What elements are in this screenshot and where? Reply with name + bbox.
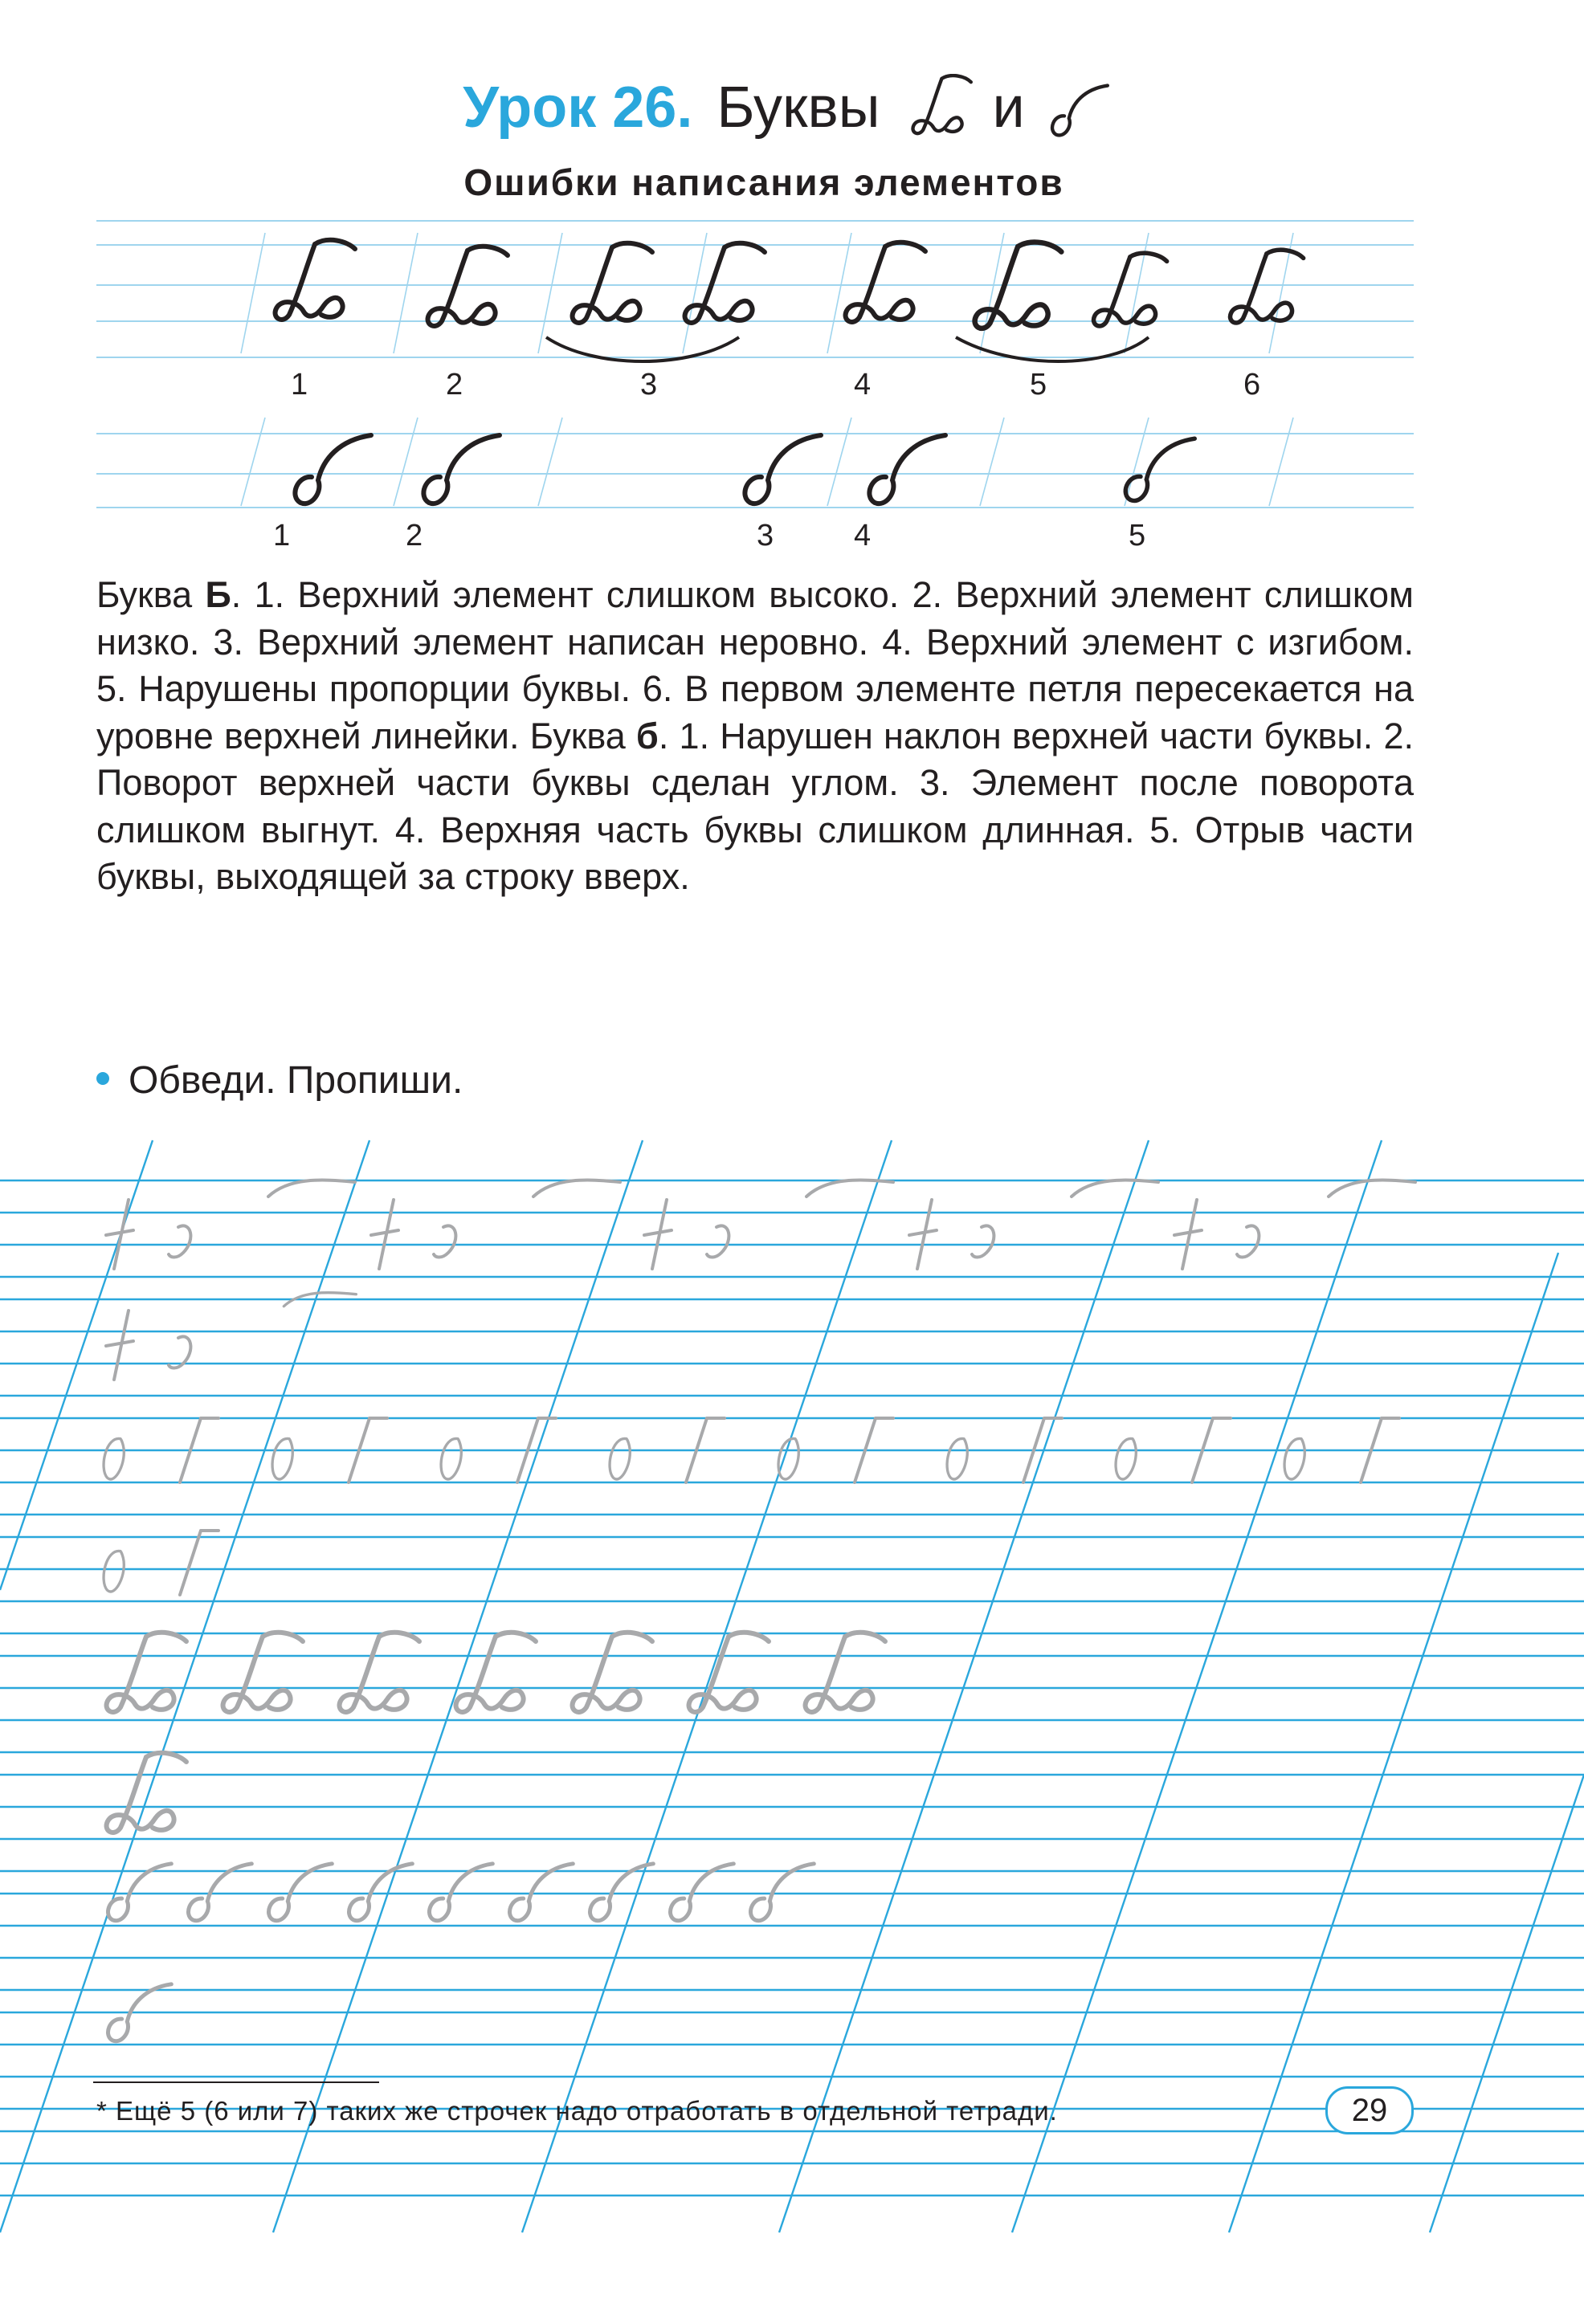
example-number: 2 <box>446 368 463 402</box>
example-number: 3 <box>757 519 774 552</box>
practice-rulings <box>0 1140 1584 2232</box>
page-number: 29 <box>1325 2086 1414 2134</box>
capital-b-sample-3a <box>573 243 652 323</box>
tracing-letters <box>104 1180 1415 2041</box>
small-b-sample-4 <box>869 435 945 504</box>
title-word: Буквы <box>716 75 880 140</box>
cursive-small-b-glyph <box>1033 74 1121 138</box>
example-number: 2 <box>406 519 423 552</box>
cursive-capital-b-glyph <box>896 74 985 138</box>
horizontal-lines <box>0 1180 1584 2196</box>
small-b-sample-5 <box>1125 438 1194 500</box>
section-subtitle: Ошибки написания элементов <box>463 161 1064 203</box>
example-number: 3 <box>640 368 658 402</box>
example-number: 1 <box>291 368 308 402</box>
lesson-number: Урок 26. <box>463 75 693 140</box>
capital-b-sample-4 <box>846 243 925 322</box>
example-number: 1 <box>273 519 291 552</box>
example-number: 6 <box>1243 368 1261 402</box>
example-number: 4 <box>854 368 872 402</box>
row-1-elements <box>106 1180 1415 1380</box>
example-number: 5 <box>1129 519 1146 552</box>
small-b-sample-1 <box>295 435 371 504</box>
letter-capital: Б <box>205 574 231 615</box>
capital-b-sample-2 <box>428 247 508 326</box>
lesson-title <box>0 74 1584 138</box>
row-4-small-b <box>108 1864 814 2041</box>
task-instruction: Обведи. Пропиши. <box>96 1058 463 1103</box>
example-rulings <box>96 221 1414 508</box>
error-explanation: Буква Б. 1. Верхний элемент слишком высоко. 2. Верхний элемент слишком низко. 3. Верхний элемент написан неровно. 4. Верхний элемент с изгибом. 5. Нарушены пропорции буквы. 6. В первом элементе петля пересекается на уровне верхней линейки. Буква б. 1. Нарушен наклон верхней части буквы. 2. Поворот верхней части буквы сделан углом. 3. Элемент после поворота слишком выгнут. 4. Верхняя часть буквы слишком длинная. 5. Отрыв части буквы, выходящей за строку вверх. <box>96 574 1414 897</box>
capital-b-error-examples <box>276 240 1304 361</box>
small-b-sample-3 <box>745 435 821 504</box>
slant-lines <box>0 1140 1584 2232</box>
title-conjunction: и <box>992 75 1025 140</box>
capital-b-sample-6 <box>1231 250 1304 323</box>
small-b-error-examples <box>295 435 1194 504</box>
footnote: * Ещё 5 (6 или 7) таких же строчек надо отработать в отдельной тетради. <box>96 2096 1058 2126</box>
row-3-capital-b <box>107 1633 885 1833</box>
example-number: 5 <box>1030 368 1047 402</box>
capital-b-sample-1 <box>276 240 355 320</box>
footnote-divider <box>93 2081 379 2083</box>
letter-small: б <box>636 715 659 756</box>
capital-b-sample-5b <box>1094 253 1167 326</box>
bullet-icon <box>96 1072 109 1085</box>
example-number: 4 <box>854 519 872 552</box>
small-b-sample-2 <box>423 435 500 504</box>
